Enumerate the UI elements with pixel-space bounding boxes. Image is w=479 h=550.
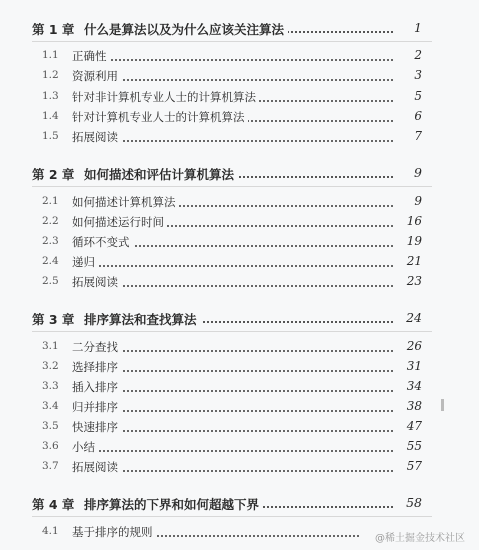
section-title: 如何描述运行时间	[72, 214, 167, 230]
section-page: 5	[414, 89, 422, 103]
section-3-5[interactable]	[0, 417, 479, 437]
section-title: 选择排序	[72, 359, 121, 375]
chapter-title: 如何描述和评估计算机算法	[84, 165, 238, 183]
section-number: 3.5	[42, 420, 59, 432]
section-number: 2.4	[42, 255, 59, 267]
section-3-7[interactable]	[0, 457, 479, 477]
section-2-2[interactable]	[0, 212, 479, 232]
section-page: 47	[406, 419, 422, 433]
section-3-3[interactable]	[0, 377, 479, 397]
section-title: 正确性	[72, 48, 110, 64]
section-title: 资源利用	[72, 68, 121, 84]
section-number: 2.5	[42, 275, 59, 287]
section-page: 16	[406, 214, 422, 228]
section-number: 1.5	[42, 130, 59, 142]
chapter-title: 排序算法的下界和如何超越下界	[84, 495, 263, 513]
section-3-6[interactable]	[0, 437, 479, 457]
chapter-page: 9	[414, 165, 422, 180]
section-number: 3.7	[42, 460, 59, 472]
scroll-indicator[interactable]	[441, 399, 444, 411]
section-page: 26	[406, 339, 422, 353]
section-page: 7	[414, 129, 422, 143]
chapter-page: 24	[406, 310, 422, 325]
section-title: 拓展阅读	[72, 274, 121, 290]
section-number: 3.4	[42, 400, 59, 412]
section-title: 针对计算机专业人士的计算机算法	[72, 109, 248, 125]
section-page: 6	[414, 109, 422, 123]
section-page: 2	[414, 48, 422, 62]
section-page: 55	[406, 439, 422, 453]
section-number: 1.2	[42, 69, 59, 81]
section-title: 插入排序	[72, 379, 121, 395]
section-number: 3.2	[42, 360, 59, 372]
chapter-title: 排序算法和查找算法	[84, 310, 201, 328]
chapter-2[interactable]	[0, 163, 479, 183]
section-page: 57	[406, 459, 422, 473]
section-number: 2.2	[42, 215, 59, 227]
section-number: 1.3	[42, 90, 59, 102]
section-page: 9	[414, 194, 422, 208]
section-title: 基于排序的规则	[72, 524, 156, 540]
chapter-page: 58	[406, 495, 422, 510]
section-1-5[interactable]	[0, 127, 479, 147]
section-number: 3.6	[42, 440, 59, 452]
section-2-5[interactable]	[0, 272, 479, 292]
section-title: 递归	[72, 254, 98, 270]
divider	[32, 331, 432, 332]
section-page: 21	[406, 254, 422, 268]
divider	[32, 41, 432, 42]
section-page: 38	[406, 399, 422, 413]
leader-dots	[72, 258, 393, 267]
section-title: 如何描述计算机算法	[72, 194, 179, 210]
divider	[32, 186, 432, 187]
section-page: 23	[406, 274, 422, 288]
section-3-4[interactable]	[0, 397, 479, 417]
section-page: 34	[406, 379, 422, 393]
divider	[32, 516, 432, 517]
section-title: 归并排序	[72, 399, 121, 415]
section-title: 循环不变式	[72, 234, 133, 250]
section-2-4[interactable]	[0, 252, 479, 272]
section-title: 拓展阅读	[72, 129, 121, 145]
section-title: 快速排序	[72, 419, 121, 435]
section-title: 小结	[72, 439, 98, 455]
section-1-2[interactable]	[0, 66, 479, 86]
section-title: 二分查找	[72, 339, 121, 355]
section-page: 3	[414, 68, 422, 82]
watermark: @稀土掘金技术社区	[375, 533, 465, 544]
section-number: 3.1	[42, 340, 59, 352]
section-number: 4.1	[42, 525, 59, 537]
chapter-number: 第 2 章	[32, 167, 75, 182]
section-2-3[interactable]	[0, 232, 479, 252]
section-1-1[interactable]	[0, 46, 479, 66]
section-2-1[interactable]	[0, 192, 479, 212]
chapter-1[interactable]	[0, 18, 479, 38]
section-title: 拓展阅读	[72, 459, 121, 475]
section-number: 2.3	[42, 235, 59, 247]
section-number: 1.1	[42, 49, 59, 61]
leader-dots	[72, 443, 393, 452]
chapter-3[interactable]	[0, 308, 479, 328]
chapter-number: 第 4 章	[32, 497, 75, 512]
chapter-title: 什么是算法以及为什么应该关注算法	[84, 20, 288, 38]
chapter-4[interactable]	[0, 493, 479, 513]
section-number: 2.1	[42, 195, 59, 207]
section-3-2[interactable]	[0, 357, 479, 377]
section-1-4[interactable]	[0, 107, 479, 127]
section-number: 1.4	[42, 110, 59, 122]
section-1-3[interactable]	[0, 87, 479, 107]
leader-dots	[72, 52, 393, 61]
section-number: 3.3	[42, 380, 59, 392]
section-page: 19	[406, 234, 422, 248]
chapter-number: 第 3 章	[32, 312, 75, 327]
section-title: 针对非计算机专业人士的计算机算法	[72, 89, 259, 105]
section-page: 31	[406, 359, 422, 373]
chapter-number: 第 1 章	[32, 22, 75, 37]
chapter-page: 1	[414, 20, 422, 35]
section-3-1[interactable]	[0, 337, 479, 357]
